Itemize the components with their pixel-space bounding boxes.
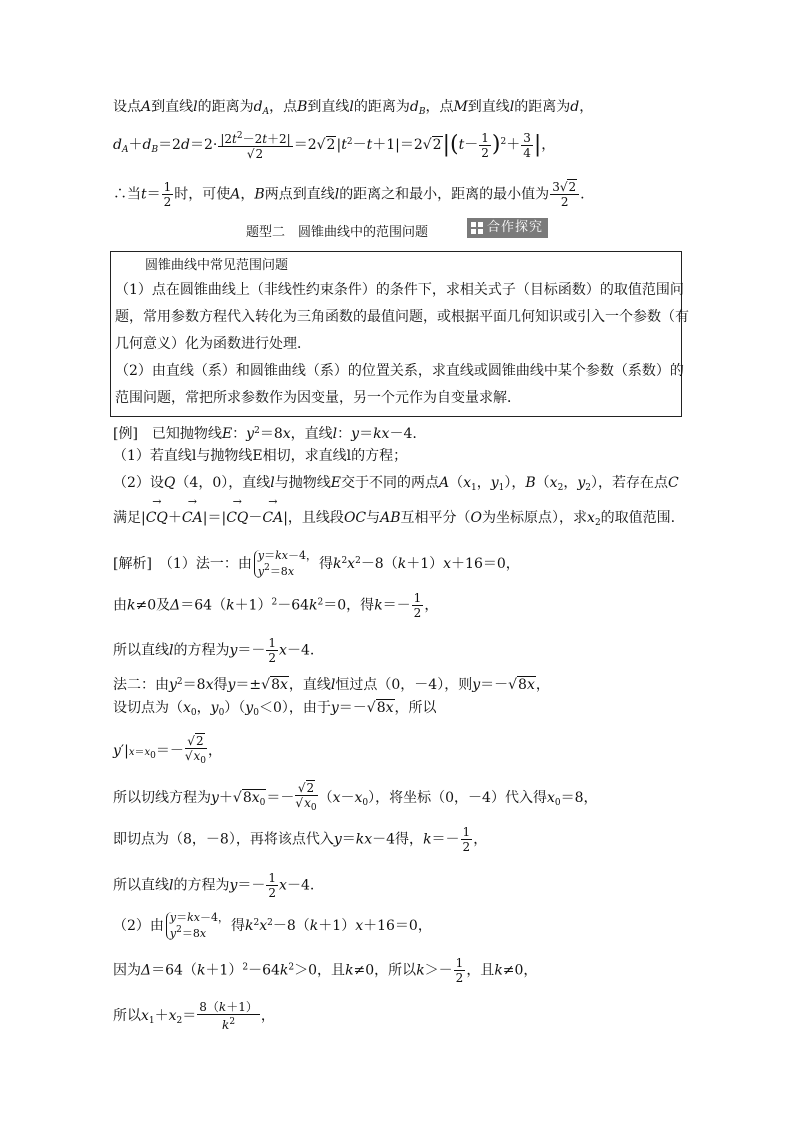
summary-p2-line2: 范围问题，常把所求参数作为因变量，另一个元作为自变量求解． <box>115 390 521 406</box>
analysis-method2-f: 所以直线l的方程为y＝－ $\frac{1}{2}$ x－4. <box>113 871 315 900</box>
solution-line-1: 设点A到直线l的距离为$d_A$，点B到直线l的距离为$d_B$，点M到直线l的距离为d， <box>113 99 594 117</box>
summary-p1-line2: 题，常用参数方程代入转化为三角函数的最值问题，或根据平面几何知识或引入一个参数（有 <box>115 309 689 325</box>
analysis-method2-c: $y'|x=x_0=-$ $\frac{√2}{√x_0}$ ， <box>113 734 223 766</box>
analysis-tag: [解析] <box>113 556 152 572</box>
example-tag: [例] <box>113 426 138 442</box>
question-1: （1）若直线l与抛物线E相切，求直线l的方程； <box>113 448 408 464</box>
analysis-part2-c: 所以$x_1+x_2=$ $\frac{8(k+1)}{k^2}$ ， <box>113 1000 275 1032</box>
question-2-line2: 满足|→ CQ＋→ CA|＝|→ CQ－→ CA|，且线段OC与AB互相平分（O为坐标原点），求$x_2$的取值范围. <box>113 508 675 533</box>
puzzle-icon <box>471 222 483 234</box>
solution-line-3: ∴当t＝ $\frac{1}{2}$ 时，可使A，B两点到直线l的距离之和最小，距离的最小值为 $\frac{3√2}{2}$ . <box>113 180 585 209</box>
analysis-method1-b: 由k≠0及$\Delta=64(k+1)^2-64k^2=0$，得k＝－ $\frac{1}{2}$ ， <box>113 591 439 620</box>
analysis-method1-c: 所以直线l的方程为y＝－ $\frac{1}{2}$ x－4. <box>113 636 315 665</box>
summary-box <box>110 251 689 417</box>
analysis-method2-b: 设切点为（$x_0$，$y_0)(y_0<0)$，由于y＝－√8x，所以 <box>113 700 437 718</box>
summary-p1-line3: 几何意义）化为函数进行处理． <box>115 336 311 352</box>
summary-title: 圆锥曲线中常见范围问题 <box>145 258 289 273</box>
analysis-part2-a: （2）由 y＝kx－4， $y^2=8x$ 得$k^2x^2-8(k+1)x+16=0$， <box>113 911 432 940</box>
section-heading: 题型二 圆锥曲线中的范围问题 <box>246 225 429 240</box>
analysis-part2-b: 因为$\Delta=64(k+1)^2-64k^2>0$，且k≠0，所以k＞－ $\frac{1}{2}$ ，且k≠0， <box>113 956 538 985</box>
summary-p1-line1: （1）点在圆锥曲线上（非线性约束条件）的条件下，求相关式子（目标函数）的取值范围问 <box>115 282 684 298</box>
summary-p2-line1: （2）由直线（系）和圆锥曲线（系）的位置关系，求直线或圆锥曲线中某个参数（系数）的 <box>115 363 684 379</box>
cooperative-inquiry-badge <box>467 218 548 238</box>
analysis-method1: [解析] （1）法一：由 y＝kx－4， $y^2=8x$ 得$k^2x^2-8(k+1)x+16=0$， <box>113 549 520 578</box>
question-2-line1: （2）设Q（4，0），直线l与抛物线E交于不同的两点$A(x_1$，$y_1$），$B(x_2$，$y_2$），若存在点C <box>113 475 679 493</box>
analysis-method2-a: 法二：由$y^2=8x$得y＝±√8x，直线l恒过点（0，－4），则y＝－√8x， <box>113 677 550 693</box>
section-heading-row <box>0 218 794 240</box>
solution-line-2: $d_A+d_B=2d=2\cdot$ $\frac{|2t^2-2t+2|}{√2}$ $=2√2|t^2-t+1|=2√2|(t-$ $\frac{1}{2}$ )$^2$＋ $\frac{3}{4}$ |， <box>113 130 556 161</box>
example-stem: [例] 已知抛物线E：$y^2=8x$，直线l：y＝kx－4. <box>113 426 417 442</box>
badge-label: 合作探究 <box>487 220 544 235</box>
analysis-method2-e: 即切点为（8，－8），再将该点代入y＝kx－4得，k＝－ $\frac{1}{2}$ ， <box>113 825 488 854</box>
analysis-method2-d: 所以切线方程为$y+√8x_0=-$ $\frac{√2}{√x_0}$ $(x-x_0)$，将坐标（0，－4）代入得$x_0=8$， <box>113 781 598 813</box>
